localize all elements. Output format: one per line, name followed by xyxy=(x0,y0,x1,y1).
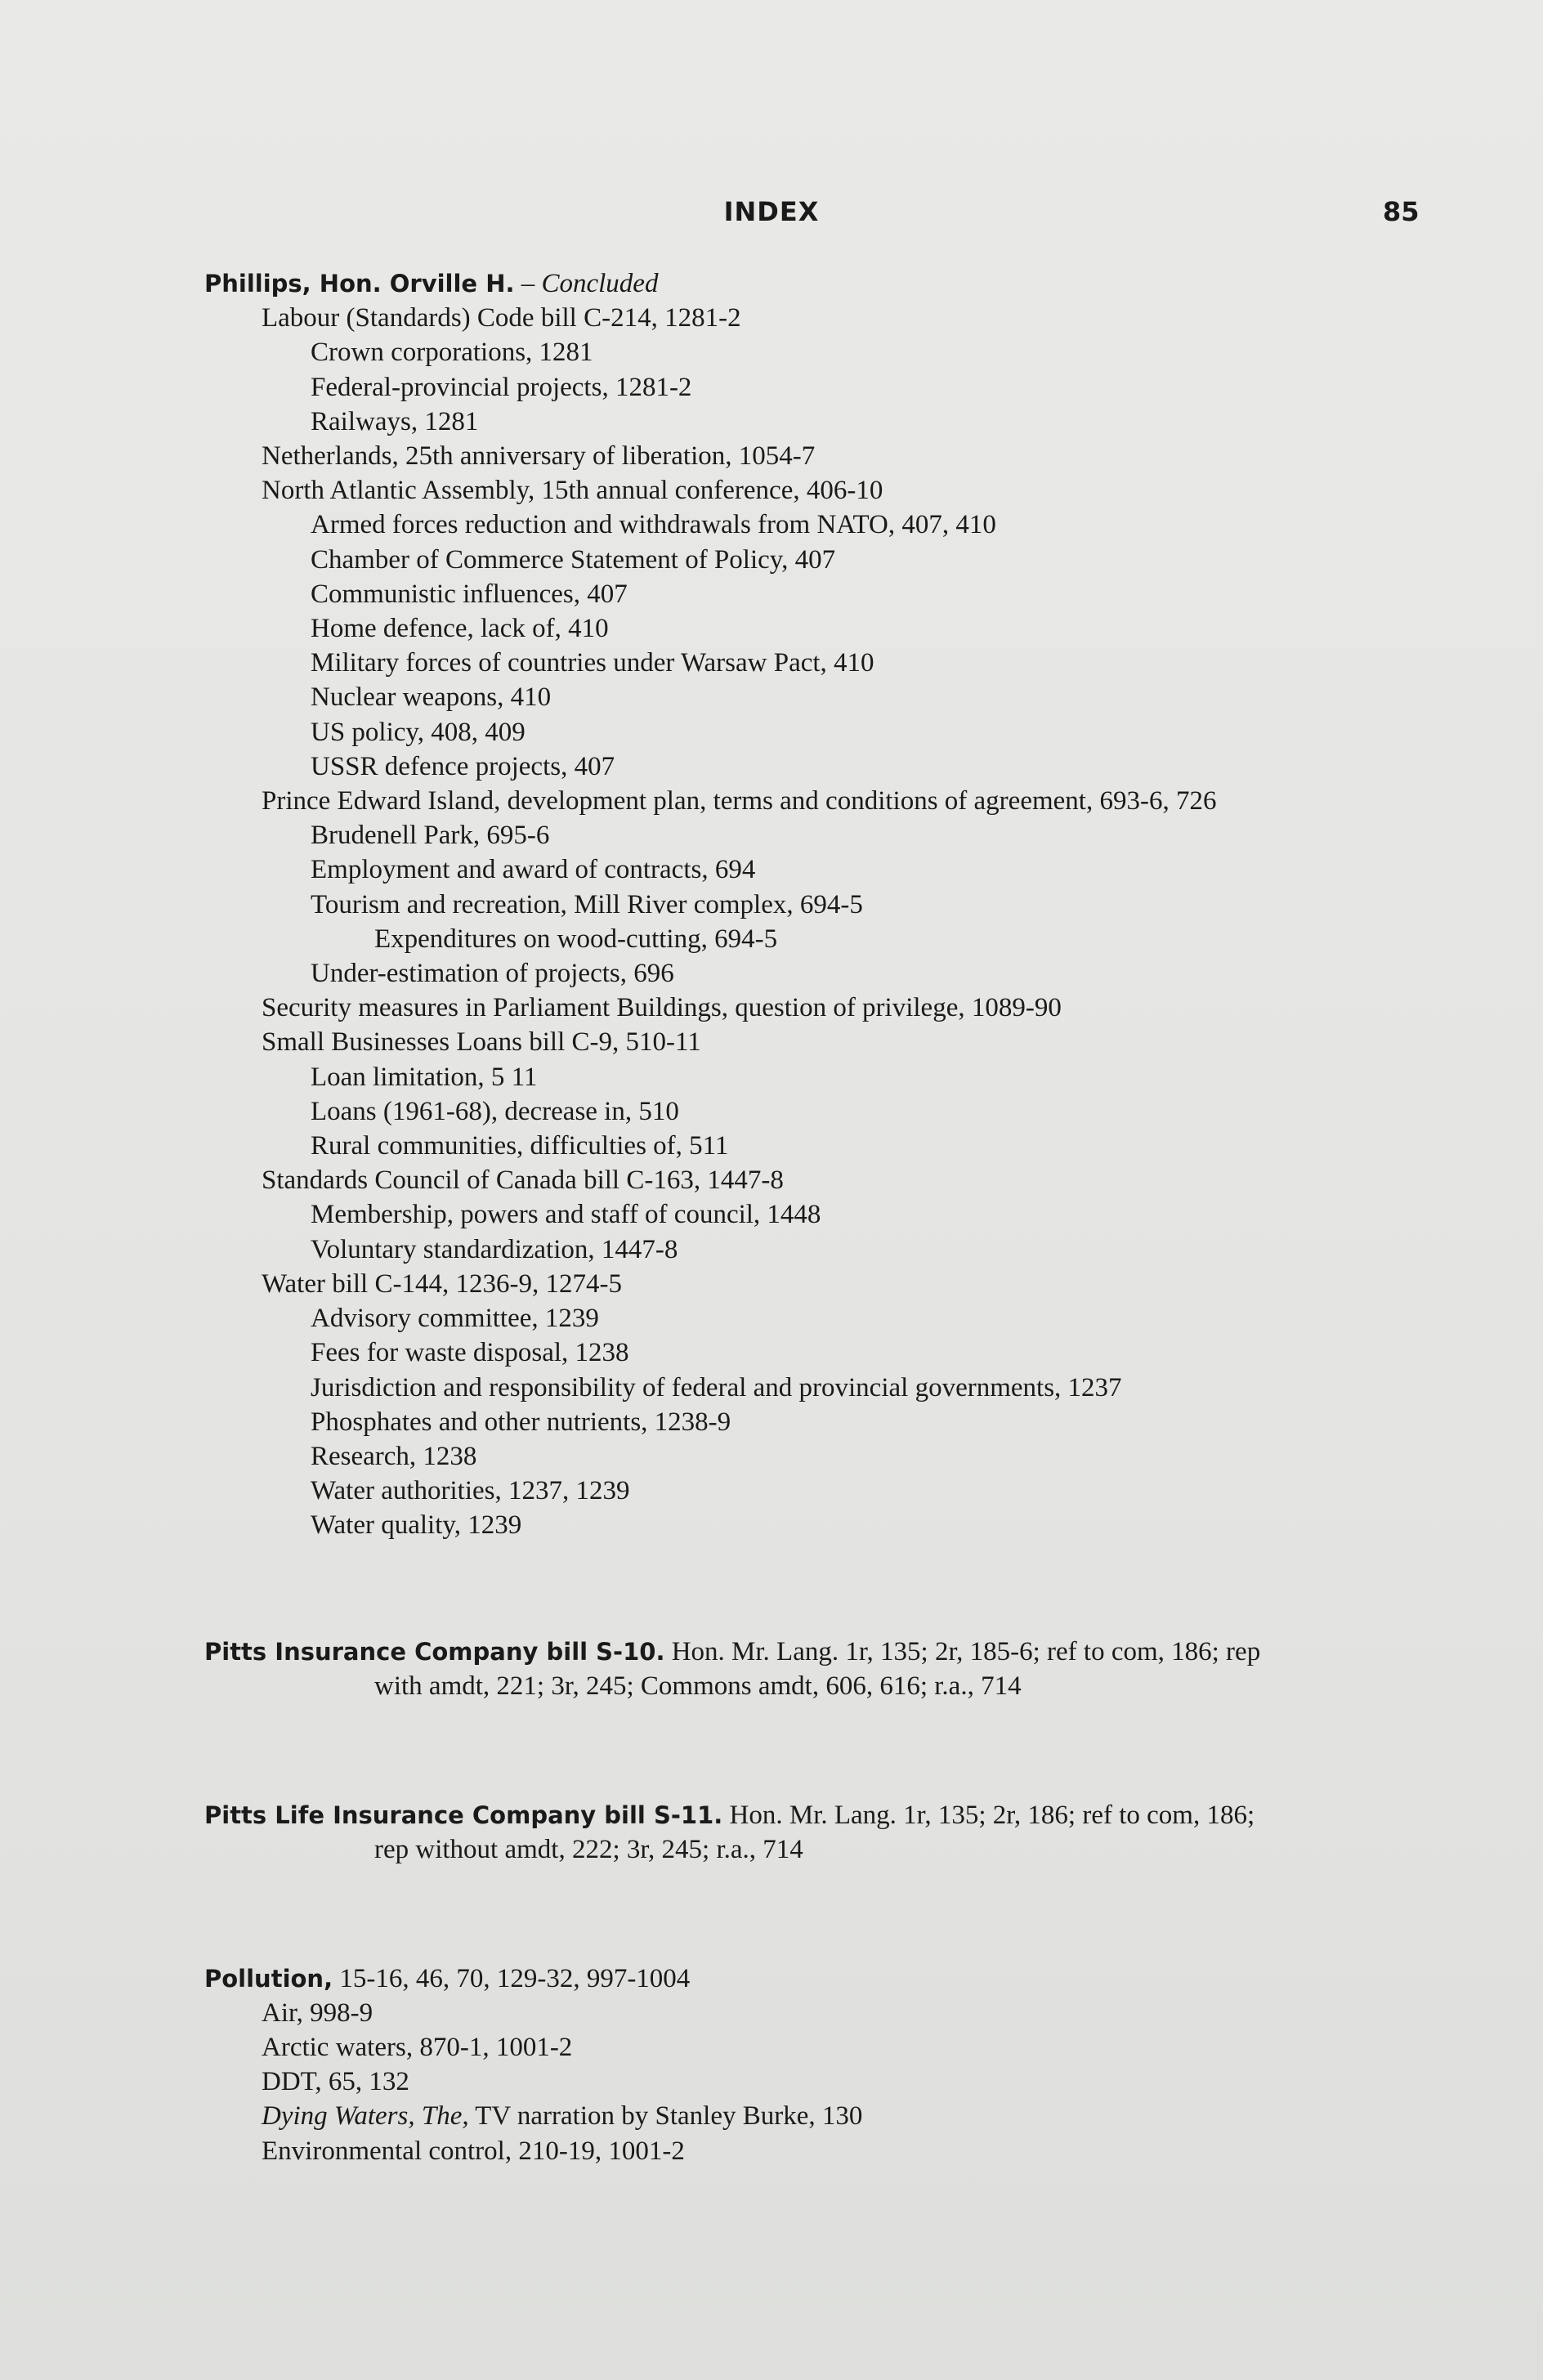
page-title: INDEX xyxy=(723,196,820,227)
index-heading-pollution xyxy=(204,1962,1430,1996)
index-subentry: DDT, 65, 132 xyxy=(262,2067,409,2097)
index-subentry: Brudenell Park, 695-6 xyxy=(311,821,550,851)
heading-name: Phillips, Hon. Orville H. xyxy=(204,270,515,298)
index-subentry: Nuclear weapons, 410 xyxy=(311,682,552,713)
index-subentry: Loan limitation, 5 11 xyxy=(311,1062,538,1092)
heading-name: Pitts Insurance Company bill S-10. xyxy=(204,1637,665,1666)
index-subentry: Research, 1238 xyxy=(311,1441,477,1471)
entry-text: Hon. Mr. Lang. 1r, 135; 2r, 186; ref to com, 186; xyxy=(722,1800,1255,1830)
index-subentry: Phosphates and other nutrients, 1238-9 xyxy=(311,1407,731,1437)
heading-name: Pollution, xyxy=(204,1964,333,1993)
index-subentry: Membership, powers and staff of council, 1448 xyxy=(311,1200,821,1230)
heading-dash: – xyxy=(514,269,542,298)
index-subentry: Voluntary standardization, 1447-8 xyxy=(311,1234,678,1264)
index-subentry: Home defence, lack of, 410 xyxy=(311,614,609,644)
index-subentry: Labour (Standards) Code bill C-214, 1281-2 xyxy=(262,303,741,333)
index-subentry: Expenditures on wood-cutting, 694-5 xyxy=(374,924,778,954)
index-subentry: North Atlantic Assembly, 15th annual conference, 406-10 xyxy=(262,476,883,506)
index-subentry: Air, 998-9 xyxy=(262,1998,373,2028)
index-subentry: Federal-provincial projects, 1281-2 xyxy=(311,372,692,402)
phillips-subentries xyxy=(204,301,1430,1542)
index-subentry: Water quality, 1239 xyxy=(311,1510,522,1541)
index-subentry: Prince Edward Island, development plan, terms and conditions of agreement, 693-6, 726 xyxy=(262,786,1217,816)
subentry-title: Dying Waters, The, xyxy=(262,2101,469,2132)
heading-name: Pitts Life Insurance Company bill S-11. xyxy=(204,1801,723,1829)
index-subentry: Fees for waste disposal, 1238 xyxy=(311,1338,629,1368)
index-subentry: Under-estimation of projects, 696 xyxy=(311,959,674,989)
index-subentry: Employment and award of contracts, 694 xyxy=(311,855,756,885)
index-subentry: Chamber of Commerce Statement of Policy, 407 xyxy=(311,544,836,575)
index-subentry: Rural communities, difficulties of, 511 xyxy=(311,1131,729,1161)
index-subentry: Water bill C-144, 1236-9, 1274-5 xyxy=(262,1268,622,1299)
subentry-text: TV narration by Stanley Burke, 130 xyxy=(468,2101,863,2132)
index-subentry: Standards Council of Canada bill C-163, 1447-8 xyxy=(262,1165,784,1196)
index-subentry: Crown corporations, 1281 xyxy=(311,338,593,368)
index-subentry: Tourism and recreation, Mill River complex, 694-5 xyxy=(311,889,863,919)
index-subentry xyxy=(204,2099,1430,2133)
index-subentry: Arctic waters, 870-1, 1001-2 xyxy=(262,2032,573,2062)
concluded-label: Concluded xyxy=(541,269,659,298)
index-subentry: Netherlands, 25th anniversary of liberation, 1054-7 xyxy=(262,441,816,472)
index-entry-pitts-life xyxy=(204,1798,1430,1867)
index-subentry: Jurisdiction and responsibility of federal and provincial governments, 1237 xyxy=(311,1372,1122,1402)
index-subentry: US policy, 408, 409 xyxy=(311,717,526,747)
index-subentry: Railways, 1281 xyxy=(311,406,479,436)
index-subentry: Water authorities, 1237, 1239 xyxy=(311,1476,630,1506)
heading-pages: 15-16, 46, 70, 129-32, 997-1004 xyxy=(333,1963,691,1993)
index-content xyxy=(204,266,1430,2168)
index-subentry: Loans (1961-68), decrease in, 510 xyxy=(311,1096,679,1126)
index-heading-phillips xyxy=(204,266,1430,301)
entry-continuation: with amdt, 221; 3r, 245; Commons amdt, 606, 616; r.a., 714 xyxy=(374,1671,1022,1701)
index-entry-pitts-insurance xyxy=(204,1635,1430,1703)
pollution-subentries xyxy=(204,1996,1430,2168)
index-subentry: Armed forces reduction and withdrawals from NATO, 407, 410 xyxy=(311,510,996,540)
entry-continuation: rep without amdt, 222; 3r, 245; r.a., 714 xyxy=(374,1834,803,1864)
entry-text: Hon. Mr. Lang. 1r, 135; 2r, 185-6; ref to com, 186; rep xyxy=(664,1636,1261,1666)
index-subentry: Advisory committee, 1239 xyxy=(311,1304,599,1334)
index-subentry: Security measures in Parliament Buildings, question of privilege, 1089-90 xyxy=(262,993,1062,1023)
index-subentry: Environmental control, 210-19, 1001-2 xyxy=(262,2136,685,2166)
index-subentry: Communistic influences, 407 xyxy=(311,579,628,609)
index-subentry: Military forces of countries under Warsaw Pact, 410 xyxy=(311,648,874,678)
index-subentry: Small Businesses Loans bill C-9, 510-11 xyxy=(262,1027,701,1058)
index-subentry: USSR defence projects, 407 xyxy=(311,751,615,781)
page-number: 85 xyxy=(1383,196,1420,227)
